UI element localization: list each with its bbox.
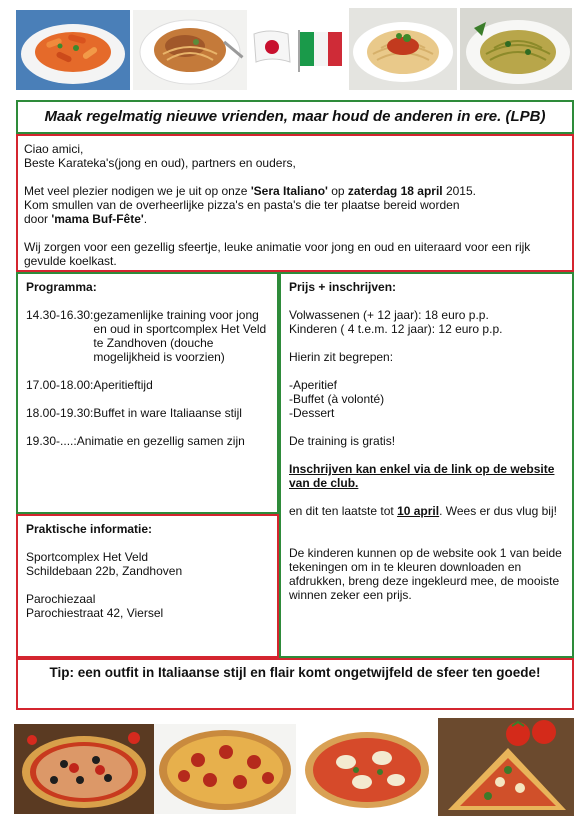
flags-japan-italy-photo: [250, 10, 346, 90]
invitation-box: [16, 134, 574, 272]
tip-text: Tip: een outfit in Italiaanse stijl en flair komt ongetwijfeld de sfeer ten goede!: [49, 665, 541, 680]
included-item: -Dessert: [289, 406, 335, 420]
invitation-line1: Met veel plezier nodigen we je uit op onze 'Sera Italiano' op zaterdag 18 april 2015.: [24, 184, 476, 198]
schedule-item: 18.00-19.30: Buffet in ware Italiaanse stijl: [26, 406, 242, 420]
register-note: Inschrijven kan enkel via de link op de website van de club.: [289, 462, 555, 490]
event-name: 'Sera Italiano': [250, 184, 328, 198]
included-intro: Hierin zit begrepen:: [289, 350, 394, 364]
price-adults: Volwassenen (+ 12 jaar): 18 euro p.p.: [289, 308, 489, 322]
greeting: Ciao amici,: [24, 142, 84, 156]
schedule-item: 17.00-18.00: Aperitieftijd: [26, 378, 153, 392]
event-date: zaterdag 18 april: [347, 184, 443, 198]
included-item: -Buffet (à volonté): [289, 392, 385, 406]
invitation-line3: door 'mama Buf-Fête'.: [24, 212, 148, 226]
invitation-closing: Wij zorgen voor een gezellig sfeertje, leuke animatie voor jong en oud en uiteraard voor een rijk gevulde koelkast.: [24, 240, 531, 268]
addressees: Beste Karateka's(jong en oud), partners en ouders,: [24, 156, 296, 170]
pasta-penne-photo: [16, 10, 130, 90]
prijs-box: [279, 272, 574, 658]
praktisch-box: [16, 514, 279, 658]
praktisch-title: Praktische informatie:: [26, 522, 153, 536]
motto-banner: [16, 100, 574, 134]
deadline-date: 10 april: [397, 504, 440, 518]
pasta-pesto-photo: [460, 8, 572, 90]
venue2-name: Parochiezaal: [26, 592, 96, 606]
venue2-address: Parochiestraat 42, Viersel: [26, 606, 164, 620]
schedule-item: 19.30-....: Animatie en gezellig samen zijn: [26, 434, 245, 448]
pizza-slice-tomato-photo: [438, 718, 574, 816]
venue1-name: Sportcomplex Het Veld: [26, 550, 149, 564]
programma-title: Programma:: [26, 280, 97, 294]
tip-box: [16, 658, 574, 710]
training-free: De training is gratis!: [289, 434, 396, 448]
motto-text: Maak regelmatig nieuwe vrienden, maar houd de anderen in ere. (LPB): [44, 108, 546, 125]
invitation-line2: Kom smullen van de overheerlijke pizza's en pasta's die ter plaatse bereid worden: [24, 198, 460, 212]
host-name: 'mama Buf-Fête': [51, 212, 144, 226]
price-children: Kinderen ( 4 t.e.m. 12 jaar): 12 euro p.p.: [289, 322, 503, 336]
pasta-spaghetti-bowl-photo: [133, 10, 247, 90]
pizza-margherita-photo: [300, 724, 434, 814]
prijs-title: Prijs + inschrijven:: [289, 280, 397, 294]
included-item: -Aperitief: [289, 378, 338, 392]
kids-drawing-note: De kinderen kunnen op de website ook 1 van beide tekeningen om in te kleuren downloaden en afdrukken, breng deze ingekleurd mee, de mooiste winnen zeker een prijs.: [289, 546, 562, 602]
pizza-olive-photo: [14, 724, 154, 814]
schedule-item: 14.30-16.30: gezamenlijke training voor jong en oud in sportcomplex Het Veld te Zandhoven (douche mogelijkheid is voorzien): [26, 308, 267, 364]
deadline: en dit ten laatste tot 10 april. Wees er dus vlug bij!: [289, 504, 557, 518]
venue1-address: Schildebaan 22b, Zandhoven: [26, 564, 183, 578]
pizza-pepperoni-photo: [154, 724, 296, 814]
programma-box: [16, 272, 279, 514]
spaghetti-bolognese-photo: [349, 8, 457, 90]
